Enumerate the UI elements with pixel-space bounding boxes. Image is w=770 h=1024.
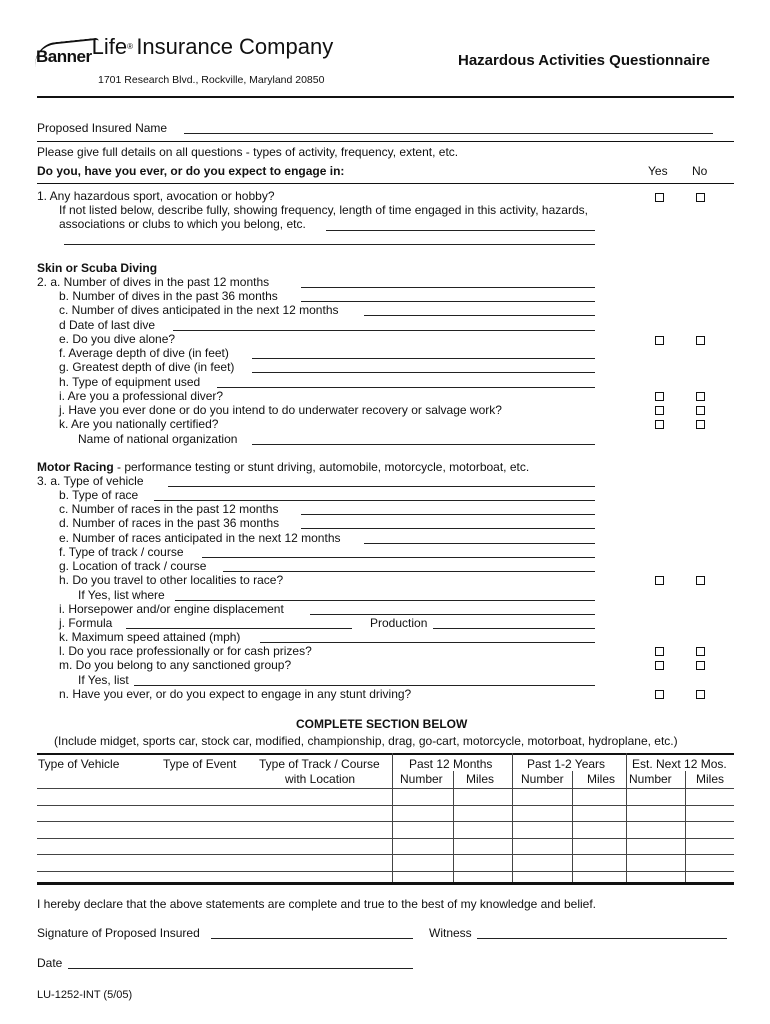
diving-item-k: k. Are you nationally certified? — [59, 417, 219, 431]
proposed-insured-field[interactable] — [184, 133, 713, 134]
diving-e-yes-checkbox[interactable] — [655, 336, 664, 345]
racing-h-yes-checkbox[interactable] — [655, 576, 664, 585]
racing-a-field[interactable] — [168, 486, 595, 487]
racing-item-a: 3. a. Type of vehicle — [37, 474, 144, 488]
racing-k-field[interactable] — [260, 642, 595, 643]
col-miles-1: Miles — [466, 772, 495, 786]
table-col-divider — [572, 771, 573, 882]
racing-heading-title: Motor Racing — [37, 460, 114, 474]
diving-item-a: 2. a. Number of dives in the past 12 months — [37, 275, 270, 289]
racing-item-h: h. Do you travel to other localities to race? — [59, 573, 284, 587]
divider — [37, 183, 734, 184]
company-logo — [36, 34, 334, 66]
diving-a-field[interactable] — [301, 287, 595, 288]
diving-h-field[interactable] — [217, 387, 595, 388]
col-est-next-12: Est. Next 12 Mos. — [632, 757, 727, 771]
yes-column-header: Yes — [648, 164, 668, 178]
diving-c-field[interactable] — [364, 315, 595, 316]
section-subtitle: (Include midget, sports car, stock car, modified, championship, drag, go-cart, motorcycle, motorboat, hydroplane, etc.) — [54, 734, 678, 748]
table-col-divider — [453, 771, 454, 882]
header-rule — [37, 96, 734, 98]
racing-j-production-label: Production — [370, 616, 428, 630]
col-track-course: Type of Track / Course — [259, 757, 380, 771]
racing-l-yes-checkbox[interactable] — [655, 647, 664, 656]
diving-g-field[interactable] — [252, 372, 595, 373]
date-label: Date — [37, 956, 63, 970]
signature-field[interactable] — [211, 938, 413, 939]
table-cell[interactable] — [37, 855, 392, 871]
q1-answer-line-2[interactable] — [64, 244, 595, 245]
table-col-divider — [626, 753, 627, 882]
racing-heading-desc: - performance testing or stunt driving, automobile, motorcycle, motorboat, etc. — [113, 460, 530, 474]
diving-f-field[interactable] — [252, 358, 595, 359]
racing-j-production-field[interactable] — [433, 628, 595, 629]
q1-yes-checkbox[interactable] — [655, 193, 664, 202]
section-title: COMPLETE SECTION BELOW — [296, 717, 468, 731]
q1-no-checkbox[interactable] — [696, 193, 705, 202]
racing-item-f: f. Type of track / course — [59, 545, 184, 559]
racing-item-n: n. Have you ever, or do you expect to engage in any stunt driving? — [59, 687, 412, 701]
diving-k-no-checkbox[interactable] — [696, 420, 705, 429]
racing-m-list-label: If Yes, list — [78, 673, 129, 687]
racing-h-no-checkbox[interactable] — [696, 576, 705, 585]
racing-item-g: g. Location of track / course — [59, 559, 207, 573]
question-prompt: Do you, have you ever, or do you expect to engage in: — [37, 164, 345, 178]
q1-text: 1. Any hazardous sport, avocation or hobby? — [37, 189, 275, 203]
col-number-1: Number — [400, 772, 443, 786]
racing-item-i: i. Horsepower and/or engine displacement — [59, 602, 284, 616]
table-bottom-rule — [37, 882, 734, 885]
racing-f-field[interactable] — [202, 557, 595, 558]
diving-j-yes-checkbox[interactable] — [655, 406, 664, 415]
q1-detail: If not listed below, describe fully, showing frequency, length of time engaged in this activity, hazards, — [59, 203, 588, 217]
racing-m-yes-checkbox[interactable] — [655, 661, 664, 670]
col-type-of-vehicle: Type of Vehicle — [38, 757, 120, 771]
col-type-of-event: Type of Event — [163, 757, 237, 771]
col-miles-2: Miles — [587, 772, 616, 786]
q1-detail-2: associations or clubs to which you belong, etc. — [59, 217, 306, 231]
witness-label: Witness — [429, 926, 472, 940]
company-address: 1701 Research Blvd., Rockville, Maryland 20850 — [98, 74, 325, 86]
table-col-divider — [685, 771, 686, 882]
q1-answer-line[interactable] — [326, 230, 595, 231]
col-past-12-months: Past 12 Months — [409, 757, 493, 771]
no-column-header: No — [692, 164, 708, 178]
diving-k-org-field[interactable] — [252, 444, 595, 445]
divider — [37, 141, 734, 142]
racing-m-list-field[interactable] — [134, 685, 595, 686]
witness-field[interactable] — [477, 938, 727, 939]
col-number-2: Number — [521, 772, 564, 786]
logo-registered-mark: ® — [127, 42, 133, 51]
diving-item-b: b. Number of dives in the past 36 months — [59, 289, 278, 303]
date-field[interactable] — [68, 968, 413, 969]
logo-banner-text: Banner — [36, 39, 92, 59]
diving-item-f: f. Average depth of dive (in feet) — [59, 346, 229, 360]
racing-item-j: j. Formula — [59, 616, 113, 630]
diving-k-yes-checkbox[interactable] — [655, 420, 664, 429]
col-miles-3: Miles — [696, 772, 725, 786]
logo-company-text: Insurance Company — [136, 34, 334, 59]
diving-e-no-checkbox[interactable] — [696, 336, 705, 345]
diving-item-i: i. Are you a professional diver? — [59, 389, 224, 403]
racing-j-formula-field[interactable] — [126, 628, 352, 629]
racing-n-no-checkbox[interactable] — [696, 690, 705, 699]
diving-item-c: c. Number of dives anticipated in the next 12 months — [59, 303, 339, 317]
table-cell[interactable] — [37, 806, 392, 821]
racing-item-b: b. Type of race — [59, 488, 139, 502]
diving-item-h: h. Type of equipment used — [59, 375, 201, 389]
col-past-1-2-years: Past 1-2 Years — [527, 757, 606, 771]
table-top-rule — [37, 753, 734, 755]
racing-m-no-checkbox[interactable] — [696, 661, 705, 670]
racing-item-e: e. Number of races anticipated in the next 12 months — [59, 531, 341, 545]
racing-item-l: l. Do you race professionally or for cash prizes? — [59, 644, 312, 658]
table-col-divider — [512, 753, 513, 882]
table-col-divider — [392, 753, 393, 882]
table-cell[interactable] — [37, 822, 392, 838]
racing-item-d: d. Number of races in the past 36 months — [59, 516, 280, 530]
instructions-text: Please give full details on all questions - types of activity, frequency, extent, etc. — [37, 145, 459, 159]
diving-item-d: d Date of last dive — [59, 318, 156, 332]
diving-item-e: e. Do you dive alone? — [59, 332, 176, 346]
racing-l-no-checkbox[interactable] — [696, 647, 705, 656]
diving-item-k-org: Name of national organization — [78, 432, 238, 446]
racing-i-field[interactable] — [310, 614, 595, 615]
racing-heading — [37, 460, 529, 474]
racing-n-yes-checkbox[interactable] — [655, 690, 664, 699]
diving-d-field[interactable] — [173, 330, 595, 331]
racing-g-field[interactable] — [223, 571, 595, 572]
racing-h-list-field[interactable] — [175, 600, 595, 601]
diving-item-j: j. Have you ever done or do you intend to do underwater recovery or salvage work? — [59, 403, 502, 417]
signature-label: Signature of Proposed Insured — [37, 926, 200, 940]
racing-item-k: k. Maximum speed attained (mph) — [59, 630, 241, 644]
col-number-3: Number — [629, 772, 672, 786]
racing-d-field[interactable] — [301, 528, 595, 529]
diving-i-no-checkbox[interactable] — [696, 392, 705, 401]
racing-c-field[interactable] — [301, 514, 595, 515]
diving-i-yes-checkbox[interactable] — [655, 392, 664, 401]
proposed-insured-label: Proposed Insured Name — [37, 121, 168, 135]
document-title: Hazardous Activities Questionnaire — [458, 52, 711, 69]
diving-b-field[interactable] — [301, 301, 595, 302]
table-cell[interactable] — [37, 839, 392, 854]
racing-item-m: m. Do you belong to any sanctioned group? — [59, 658, 292, 672]
table-cell[interactable] — [37, 789, 392, 805]
racing-e-field[interactable] — [364, 543, 595, 544]
col-track-location: with Location — [285, 772, 356, 786]
declaration-text: I hereby declare that the above statements are complete and true to the best of my knowledge and belief. — [37, 897, 597, 911]
table-row-rule — [37, 871, 734, 872]
racing-b-field[interactable] — [154, 500, 595, 501]
racing-h-list-label: If Yes, list where — [78, 588, 165, 602]
racing-item-c: c. Number of races in the past 12 months — [59, 502, 279, 516]
diving-j-no-checkbox[interactable] — [696, 406, 705, 415]
logo-life-text: Life — [91, 34, 128, 59]
form-code: LU-1252-INT (5/05) — [37, 989, 133, 1001]
diving-heading: Skin or Scuba Diving — [37, 261, 158, 275]
diving-item-g: g. Greatest depth of dive (in feet) — [59, 360, 235, 374]
